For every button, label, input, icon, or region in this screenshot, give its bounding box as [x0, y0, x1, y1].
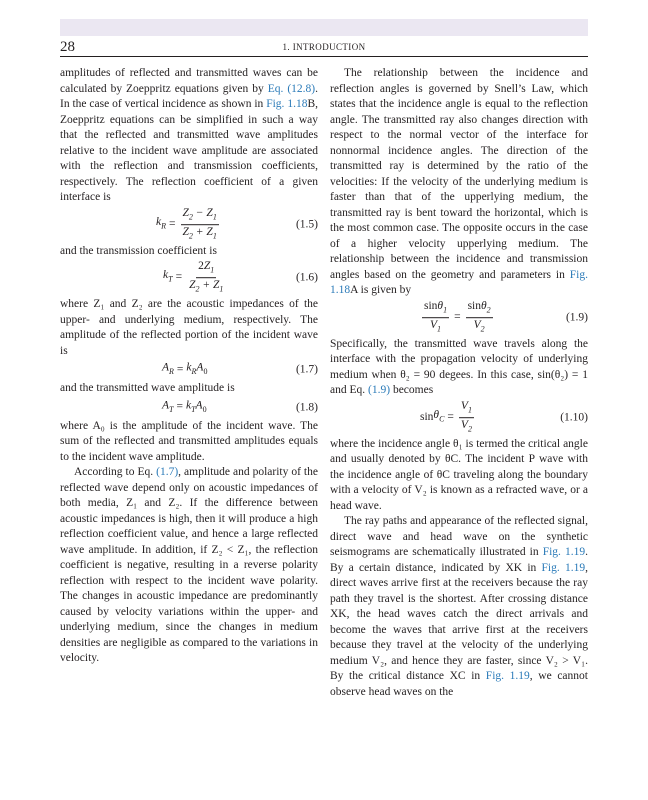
equation-link[interactable]: Eq. (12.8)	[267, 82, 316, 95]
equation-link[interactable]: (1.7)	[156, 466, 179, 478]
figure-link[interactable]: Fig. 1.19	[542, 546, 586, 558]
paragraph: Specifically, the transmitted wave travels along the interface with the propagation velocity of underlying medium when θ₂ = 90 degees. In this case, sin(θ₂) = 1 and Eq. (1.9) becomes	[330, 337, 588, 396]
figure-link[interactable]: Fig. 1.19	[541, 561, 586, 574]
page-header	[60, 38, 588, 57]
left-column	[60, 66, 318, 667]
equation-1-10: sin $\theta_C$ = $\frac{V_1}{V_2}$ (1.10)	[420, 399, 588, 434]
equation-link[interactable]: (1.9)	[368, 384, 391, 396]
equation-1-5: $k_R$ = $\frac{Z_2 - Z_1}{Z_2 + Z_1}$ (1.5)	[156, 206, 318, 241]
right-column	[330, 66, 588, 700]
paragraph: The relationship between the incidence and reflection angles is governed by Snell’s Law, which states that the incidence angle is equal to the reflection angle. The transmitted ray also changes direction with respect to the normal vector of the interface for nonnormal incidence angles. The direction of the transmitted ray is determined by the ratio of the velocities: If the velocity of the underlying medium is faster than that of the upperlying medium, the transmitted ray is bent toward the horizontal, which is the most common case. The opposite occurs in the case of a higher velocity upperlying medium. The relationship between the incidence and transmission angles based on the geometry and parameters in Fig. 1.18A is given by	[330, 67, 588, 296]
equation-1-6: $k_T$ = $\frac{2Z_1}{Z_2 + Z_1}$ (1.6)	[163, 260, 318, 294]
paragraph: and the transmitted wave amplitude is	[60, 382, 235, 394]
equation-1-8: $A_T$ = $k_TA_0$ (1.8)	[162, 399, 318, 414]
paragraph: where Z₁ and Z₂ are the acoustic impedances of the upper- and underlying medium, respectively. The amplitude of the reflected portion of the incident wave is	[60, 298, 318, 357]
figure-link[interactable]: Fig. 1.19	[485, 670, 530, 682]
page-number: 28	[60, 39, 75, 55]
equation-1-9: $\frac{\sin\theta_1}{V_1}$ = $\frac{\sin\theta_2}{V_2}$ (1.9)	[424, 299, 588, 334]
paragraph: amplitudes of reflected and transmitted waves can be calculated by Zoeppritz equations given by Eq. (12.8). In the case of vertical incidence as shown in Fig. 1.18B, Zoeppritz equations can be simplified in such a way that the reflected and transmitted wave amplitudes relative to the incident wave amplitude are associated with the reflection and transmission coefficients, respectively. The reflection coefficient of a given interface is	[60, 67, 318, 203]
paragraph: where A₀ is the amplitude of the incident wave. The sum of the reflected and transmitted amplitudes equals to the incident wave amplitude.	[60, 419, 318, 463]
paragraph: According to Eq. (1.7), amplitude and polarity of the reflected wave depend only on acoustic impedances of both media, Z₁ and Z₂. If the difference between acoustic impedances is high, then it will produce a high reflection coefficient value, and hence a large reflected wave amplitude. In addition, if Z₂ < Z₁, the reflection coefficient is negative, resulting in a reverse polarity reflection with respect to the incident wave polarity. The changes in acoustic impedance are predominantly caused by velocity variations within the upper- and underlying medium, since the changes in medium densities are negligible as compared to the variations in velocity.	[60, 466, 318, 664]
header-bar	[60, 19, 588, 36]
paragraph: and the transmission coefficient is	[60, 244, 217, 257]
paragraph: The ray paths and appearance of the reflected signal, direct wave and head wave on the synthetic seismograms are schematically illustrated in Fig. 1.19. By a certain distance, indicated by XK in Fig. 1.19, direct waves arrive first at the receivers because the ray path they travel is the shortest. After crossing distance XK, the head waves catch the direct arrivals and become the waves that arrive first at the receivers because they travel at the velocity of the underlying medium V₂, and hence they are faster, since V₂ > V₁. By the critical distance XC in Fig. 1.19, we cannot observe head waves on the	[330, 515, 588, 698]
equation-1-7: $A_R$ = $k_RA_0$ (1.7)	[162, 361, 318, 376]
running-head: 1. INTRODUCTION	[282, 42, 366, 52]
paragraph: where the incidence angle θ₁ is termed the critical angle and usually denoted by θC. The incident P wave with the incidence angle of θC traveling along the boundary with a velocity of V₂ is known as a refracted wave, or a head wave.	[330, 437, 588, 512]
figure-link[interactable]: Fig. 1.18	[330, 268, 588, 296]
figure-link[interactable]: Fig. 1.18	[266, 98, 308, 110]
